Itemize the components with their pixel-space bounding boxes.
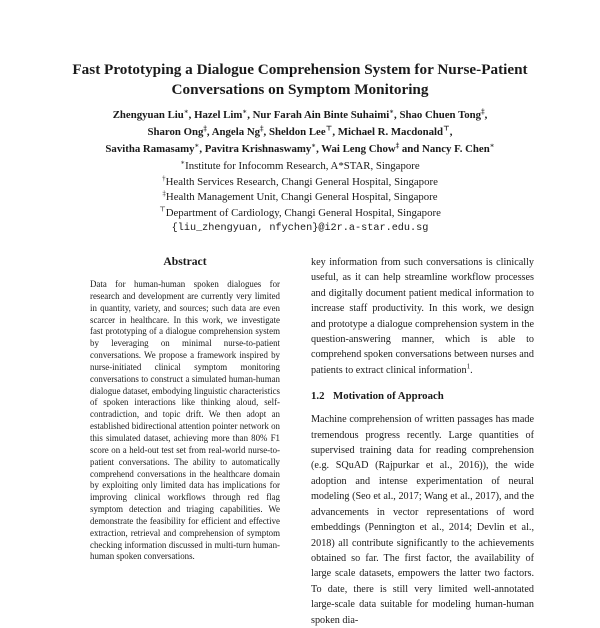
affiliation-text: Department of Cardiology, Changi General Hospital, Singapore — [165, 206, 441, 219]
affiliation-mark: ⊤ — [159, 205, 166, 214]
author-separator: , — [332, 126, 338, 138]
author-name: Nur Farah Ain Binte Suhaimi — [252, 109, 390, 121]
author-mark: ∗ — [489, 141, 495, 150]
author-name: Wai Leng Chow — [321, 143, 396, 155]
title-line-2: Conversations on Symptom Monitoring — [171, 81, 429, 98]
author-separator: , — [199, 143, 205, 155]
author-separator: , — [263, 126, 269, 138]
author-mark: ⊤ — [443, 124, 450, 133]
author-name: Nancy F. Chen — [422, 143, 490, 155]
abstract-column — [90, 255, 280, 563]
author-mark: ∗ — [389, 107, 395, 116]
title-line-1: Fast Prototyping a Dialogue Comprehension System for Nurse-Patient — [72, 61, 528, 78]
author-name: Shao Chuen Tong — [399, 109, 482, 121]
abstract-text: Data for human-human spoken dialogues for research and development are currently very limited in quantity, variety, and sources; such data are even scarcer in healthcare. In this work, we investigate fast prototyping of a dialogue comprehension system by leveraging on minimal nurse-to-patient conversations. We propose a framework inspired by nurse-initiated clinical symptom monitoring conversations to construct a simulated human-human dialogue dataset, embodying linguistic characteristics of spoken interactions like thinking aloud, self-contradiction, and topic drift. We then adopt an established bidirectional attention pointer network on this simulated dataset, achieving more than 80% F1 score on a held-out test set from real-world nurse-to-patient conversations. The ability to automatically comprehend conversations in the healthcare domain by exploiting only limited data has implications for improving clinical workflows through red flag symptom detection and triaging capabilities. We demonstrate the feasibility for efficient and effective extraction, retrieval and comprehension of symptom checking information discussed in multi-turn human-human spoken conversations. — [90, 279, 281, 562]
author-mark: ∗ — [242, 107, 248, 116]
section-title: Motivation of Approach — [333, 390, 444, 403]
author-mark: ∗ — [183, 107, 189, 116]
contact-email: {liu_zhengyuan, nfychen}@i2r.a-star.edu.sg — [171, 223, 429, 235]
affiliation — [40, 159, 560, 175]
author-separator: , — [247, 109, 253, 121]
body-column — [311, 255, 534, 628]
author-separator: , — [316, 143, 322, 155]
author-name: Angela Ng — [211, 126, 261, 138]
affiliation — [40, 206, 560, 222]
body-paragraph: Machine comprehension of written passages has made tremendous progress recently. Large quantities of supervised training data for reading comprehension (e.g. SQuAD (Rajpurkar et al., 2016)), the wide adoption and intense experimentation of neural modeling (Seo et al., 2017; Wang et al., 2017), and the advancements in vector representations of word embeddings (Pennington et al., 2014; Devlin et al., 2018) all contribute significantly to the achievements obtained so far. The first factor, the availability of large scale datasets, empowers the latter two factors. To date, there is still very limited well-annotated large-scale data suitable for modeling human-human spoken dia- — [311, 414, 534, 626]
author-line-2 — [40, 124, 560, 141]
author-separator: , — [188, 109, 195, 121]
author-name: Zhengyuan Liu — [112, 109, 184, 121]
affiliation-mark: † — [162, 174, 166, 182]
author-mark: ‡ — [260, 124, 264, 133]
body-paragraph — [311, 255, 534, 378]
affiliation-text: Health Services Research, Changi General Hospital, Singapore — [165, 175, 438, 188]
author-name: Sheldon Lee — [268, 126, 326, 138]
paragraph-end: . — [470, 364, 473, 376]
author-mark: ‡ — [203, 124, 207, 133]
affiliation-text: Health Management Unit, Changi General Hospital, Singapore — [165, 191, 438, 204]
author-separator: , — [206, 126, 212, 138]
footnote-marker: 1 — [466, 362, 471, 371]
author-mark: ‡ — [395, 141, 400, 150]
author-name: Savitha Ramasamy — [105, 143, 195, 155]
section-heading — [311, 390, 534, 402]
author-list — [40, 107, 560, 158]
abstract-heading: Abstract — [163, 255, 207, 268]
author-mark: ‡ — [481, 107, 485, 116]
author-line-3 — [40, 141, 560, 158]
paper-title — [40, 60, 560, 100]
author-mark: ∗ — [311, 141, 317, 150]
affiliation-mark: ‡ — [162, 189, 166, 198]
author-mark: ∗ — [194, 141, 200, 150]
affiliation — [40, 175, 560, 191]
author-mark: ⊤ — [325, 124, 333, 133]
affiliation — [40, 190, 560, 206]
author-name: Pavitra Krishnaswamy — [204, 143, 312, 155]
author-line-1 — [40, 107, 560, 124]
author-separator: and — [399, 143, 423, 155]
author-name: Sharon Ong — [147, 126, 204, 138]
affiliation-mark: ∗ — [180, 158, 186, 167]
affiliation-list — [40, 159, 560, 237]
affiliation-text: Institute for Infocomm Research, A*STAR, Singapore — [185, 160, 420, 172]
author-name: Michael R. Macdonald — [337, 126, 444, 138]
author-separator: , — [484, 109, 488, 121]
author-name: Hazel Lim — [194, 109, 243, 121]
author-separator: , — [449, 126, 453, 138]
paragraph-text: key information from such conversations is clinically useful, as it can help streamline workflow processes and digitally document patient medical information to increase staff productivity. In this work, we design and prototype a dialogue comprehension system in the question-answering manner, which is able to comprehend spoken conversations between nurses and patients to extract clinical information — [311, 257, 534, 376]
author-separator: , — [394, 109, 400, 121]
section-number: 1.2 — [311, 390, 325, 403]
